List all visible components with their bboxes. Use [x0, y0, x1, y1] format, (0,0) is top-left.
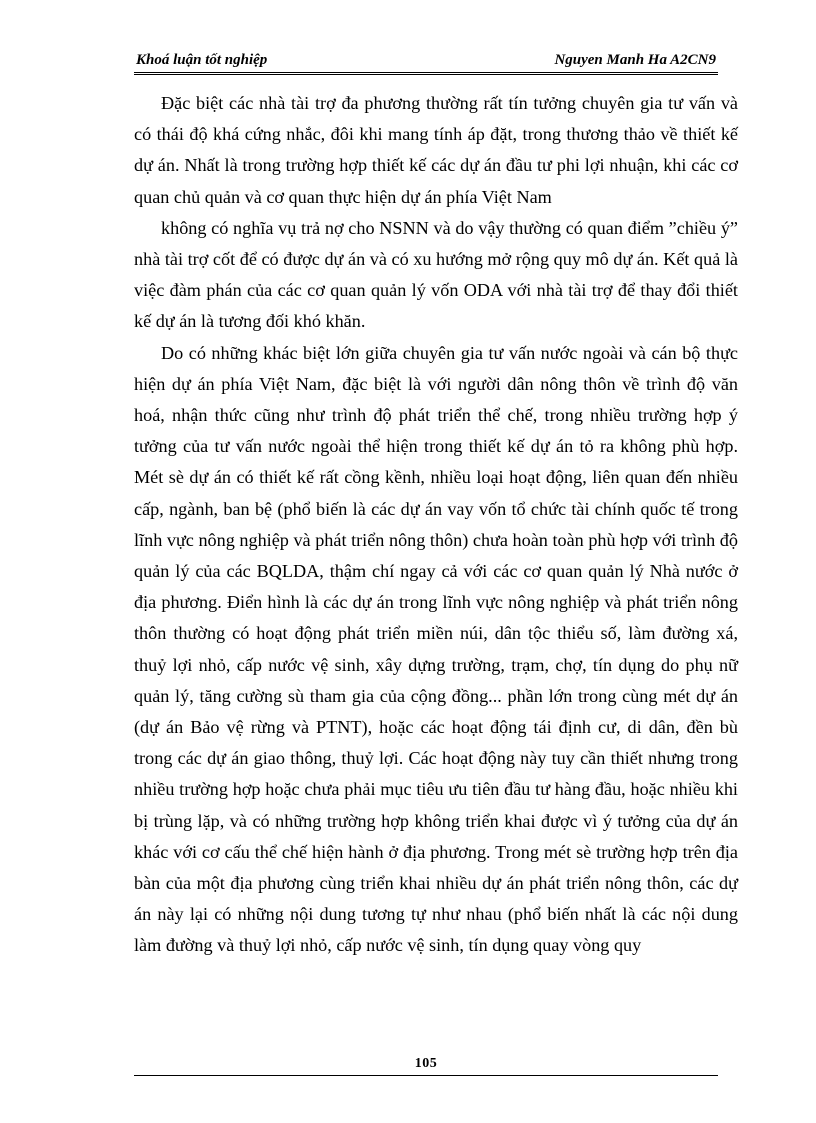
footer-divider: [134, 1075, 718, 1076]
paragraph: không có nghĩa vụ trả nợ cho NSNN và do vậy thường có quan điểm ”chiều ý” nhà tài trợ cốt để có được dự án và có xu hướng mở rộng quy mô dự án. Kết quả là việc đàm phán của các cơ quan quản lý vốn ODA với nhà tài trợ để thay đổi thiết kế dự án là tương đối khó khăn.: [134, 217, 738, 332]
page-header: [134, 50, 718, 75]
paragraph: Đặc biệt các nhà tài trợ đa phương thường rất tín tưởng chuyên gia tư vấn và có thái độ khá cứng nhắc, đôi khi mang tính áp đặt, trong thương thảo về thiết kế dự án. Nhất là trong trường hợp thiết kế các dự án đầu tư phi lợi nhuận, khi các cơ quan chủ quản và cơ quan thực hiện dự án phía Việt Nam: [134, 93, 738, 207]
page-number: 105: [414, 1056, 438, 1071]
header-document-title: Khoá luận tốt nghiệp: [136, 52, 268, 68]
header-author: Nguyen Manh Ha A2CN9: [554, 52, 716, 68]
paragraph: Do có những khác biệt lớn giữa chuyên gia tư vấn nước ngoài và cán bộ thực hiện dự án phía Việt Nam, đặc biệt là với người dân nông thôn về trình độ văn hoá, nhận thức cũng như trình độ phát triển thể chế, trong nhiều trường hợp ý tưởng của tư vấn nước ngoài thể hiện trong thiết kế dự án tỏ ra không phù hợp. Mét sè dự án có thiết kế rất cồng kềnh, nhiều loại hoạt động, liên quan đến nhiều cấp, ngành, ban bệ (phổ biến là các dự án vay vốn tổ chức tài chính quốc tế trong lĩnh vực nông nghiệp và phát triển nông thôn) chưa hoàn toàn phù hợp với trình độ quản lý của các BQLDA, thậm chí ngay cả với các cơ quan quản lý Nhà nước ở địa phương. Điển hình là các dự án trong lĩnh vực nông nghiệp và phát triển nông thôn thường có hoạt động phát triển miền núi, dân tộc thiểu số, làm đường xá, thuỷ lợi nhỏ, cấp nước vệ sinh, xây dựng trường, trạm, chợ, tín dụng do phụ nữ quản lý, tăng cường sù tham gia của cộng đồng... phần lớn trong cùng mét dự án (dự án Bảo vệ rừng và PTNT), hoặc các hoạt động tái định cư, di dân, đền bù trong các dự án giao thông, thuỷ lợi. Các hoạt động này tuy cần thiết nhưng trong nhiều trường hợp hoặc chưa phải mục tiêu ưu tiên đầu tư hàng đầu, hoặc nhiều khi bị trùng lặp, và có những trường hợp không triển khai được vì ý tưởng của dự án khác với cơ cấu thể chế hiện hành ở địa phương. Trong mét sè trường hợp trên địa bàn của một địa phương cùng triển khai nhiều dự án phát triển nông thôn, các dự án này lại có những nội dung tương tự như nhau (phổ biến nhất là các nội dung làm đường và thuỷ lợi nhỏ, cấp nước vệ sinh, tín dụng quay vòng quy: [134, 342, 738, 956]
body-text: [134, 88, 738, 962]
